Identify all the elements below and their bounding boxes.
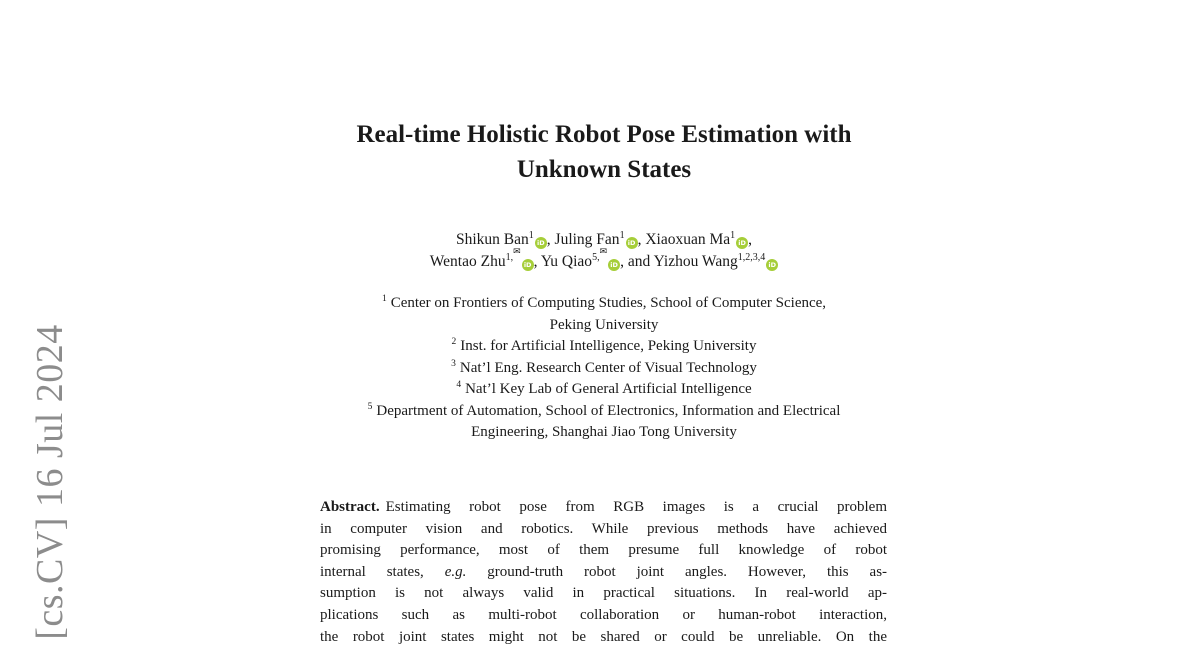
affiliation-list xyxy=(250,293,958,444)
abstract-line: internal states, e.g. ground-truth robot joint angles. However, this as- xyxy=(320,563,888,580)
abstract-line: promising performance, most of them presume full knowledge of robot xyxy=(320,542,887,559)
orcid-icon[interactable]: iD xyxy=(626,237,638,249)
abstract xyxy=(320,497,887,648)
author-sup: 1,✉ xyxy=(505,247,521,263)
author-sep: , xyxy=(546,231,551,248)
author-sup: 1 xyxy=(730,230,736,241)
orcid-icon[interactable]: iD xyxy=(522,259,534,271)
author-sep: , xyxy=(637,231,642,248)
affiliation-1: $^1$ Center on Frontiers of Computing Studies, School of Computer Science, xyxy=(381,294,827,311)
abstract-line: the robot joint states might not be shared or could be unreliable. On the xyxy=(320,628,887,645)
affiliation-5: $^5$ Department of Automation, School of Electronics, Information and Electrical xyxy=(367,401,841,419)
author-name: Yizhou Wang xyxy=(653,253,738,270)
author-sup: 1 xyxy=(528,230,534,241)
mail-icon: ✉ xyxy=(599,247,608,257)
paper-title xyxy=(250,117,958,187)
abstract-line: plications such as multi-robot collaboration or human-robot interaction, xyxy=(320,606,887,623)
author-list xyxy=(250,229,958,273)
abstract-line: sumption is not always valid in practical situations. In real-world ap- xyxy=(320,585,887,602)
orcid-icon[interactable]: iD xyxy=(608,259,620,271)
title-line-1: Real-time Holistic Robot Pose Estimation with xyxy=(356,121,852,148)
affiliation-3: $^3$ Nat’l Eng. Research Center of Visual Technology xyxy=(451,358,757,376)
arxiv-side-stamp: [cs.CV] 16 Jul 2024 xyxy=(29,324,71,640)
affiliation-5-cont: Engineering, Shanghai Jiao Tong University xyxy=(471,424,737,440)
abstract-label: Abstract. xyxy=(320,499,380,515)
abstract-line: Abstract. Estimating robot pose from RGB images is a crucial problem xyxy=(320,499,887,515)
affiliation-1-cont: Peking University xyxy=(549,316,659,333)
author-sep: , xyxy=(620,253,624,270)
orcid-icon[interactable]: iD xyxy=(535,237,547,249)
author-sup: 1,2,3,4 xyxy=(737,252,766,263)
abstract-line: in computer vision and robotics. While previous methods have achieved xyxy=(320,520,887,537)
author-name: Yu Qiao xyxy=(540,253,593,270)
author-name: Juling Fan xyxy=(554,231,620,248)
author-name: Wentao Zhu xyxy=(429,253,506,270)
author-sup: 5,✉ xyxy=(592,247,608,263)
author-name: Shikun Ban xyxy=(456,231,529,248)
author-sep: , xyxy=(748,231,752,248)
mail-icon: ✉ xyxy=(513,247,521,257)
author-conjunction: and xyxy=(627,253,651,270)
affiliation-2: $^2$ Inst. for Artificial Intelligence, Peking University xyxy=(451,337,757,354)
author-sup: 1 xyxy=(619,230,625,241)
orcid-icon[interactable]: iD xyxy=(766,259,778,271)
author-sep: , xyxy=(533,253,538,270)
orcid-icon[interactable]: iD xyxy=(736,237,748,249)
title-line-2: Unknown States xyxy=(516,156,692,183)
affiliation-4: $^4$ Nat’l Key Lab of General Artificial Intelligence xyxy=(456,380,752,397)
author-name: Xiaoxuan Ma xyxy=(645,231,731,248)
author-line-2 xyxy=(250,247,958,273)
